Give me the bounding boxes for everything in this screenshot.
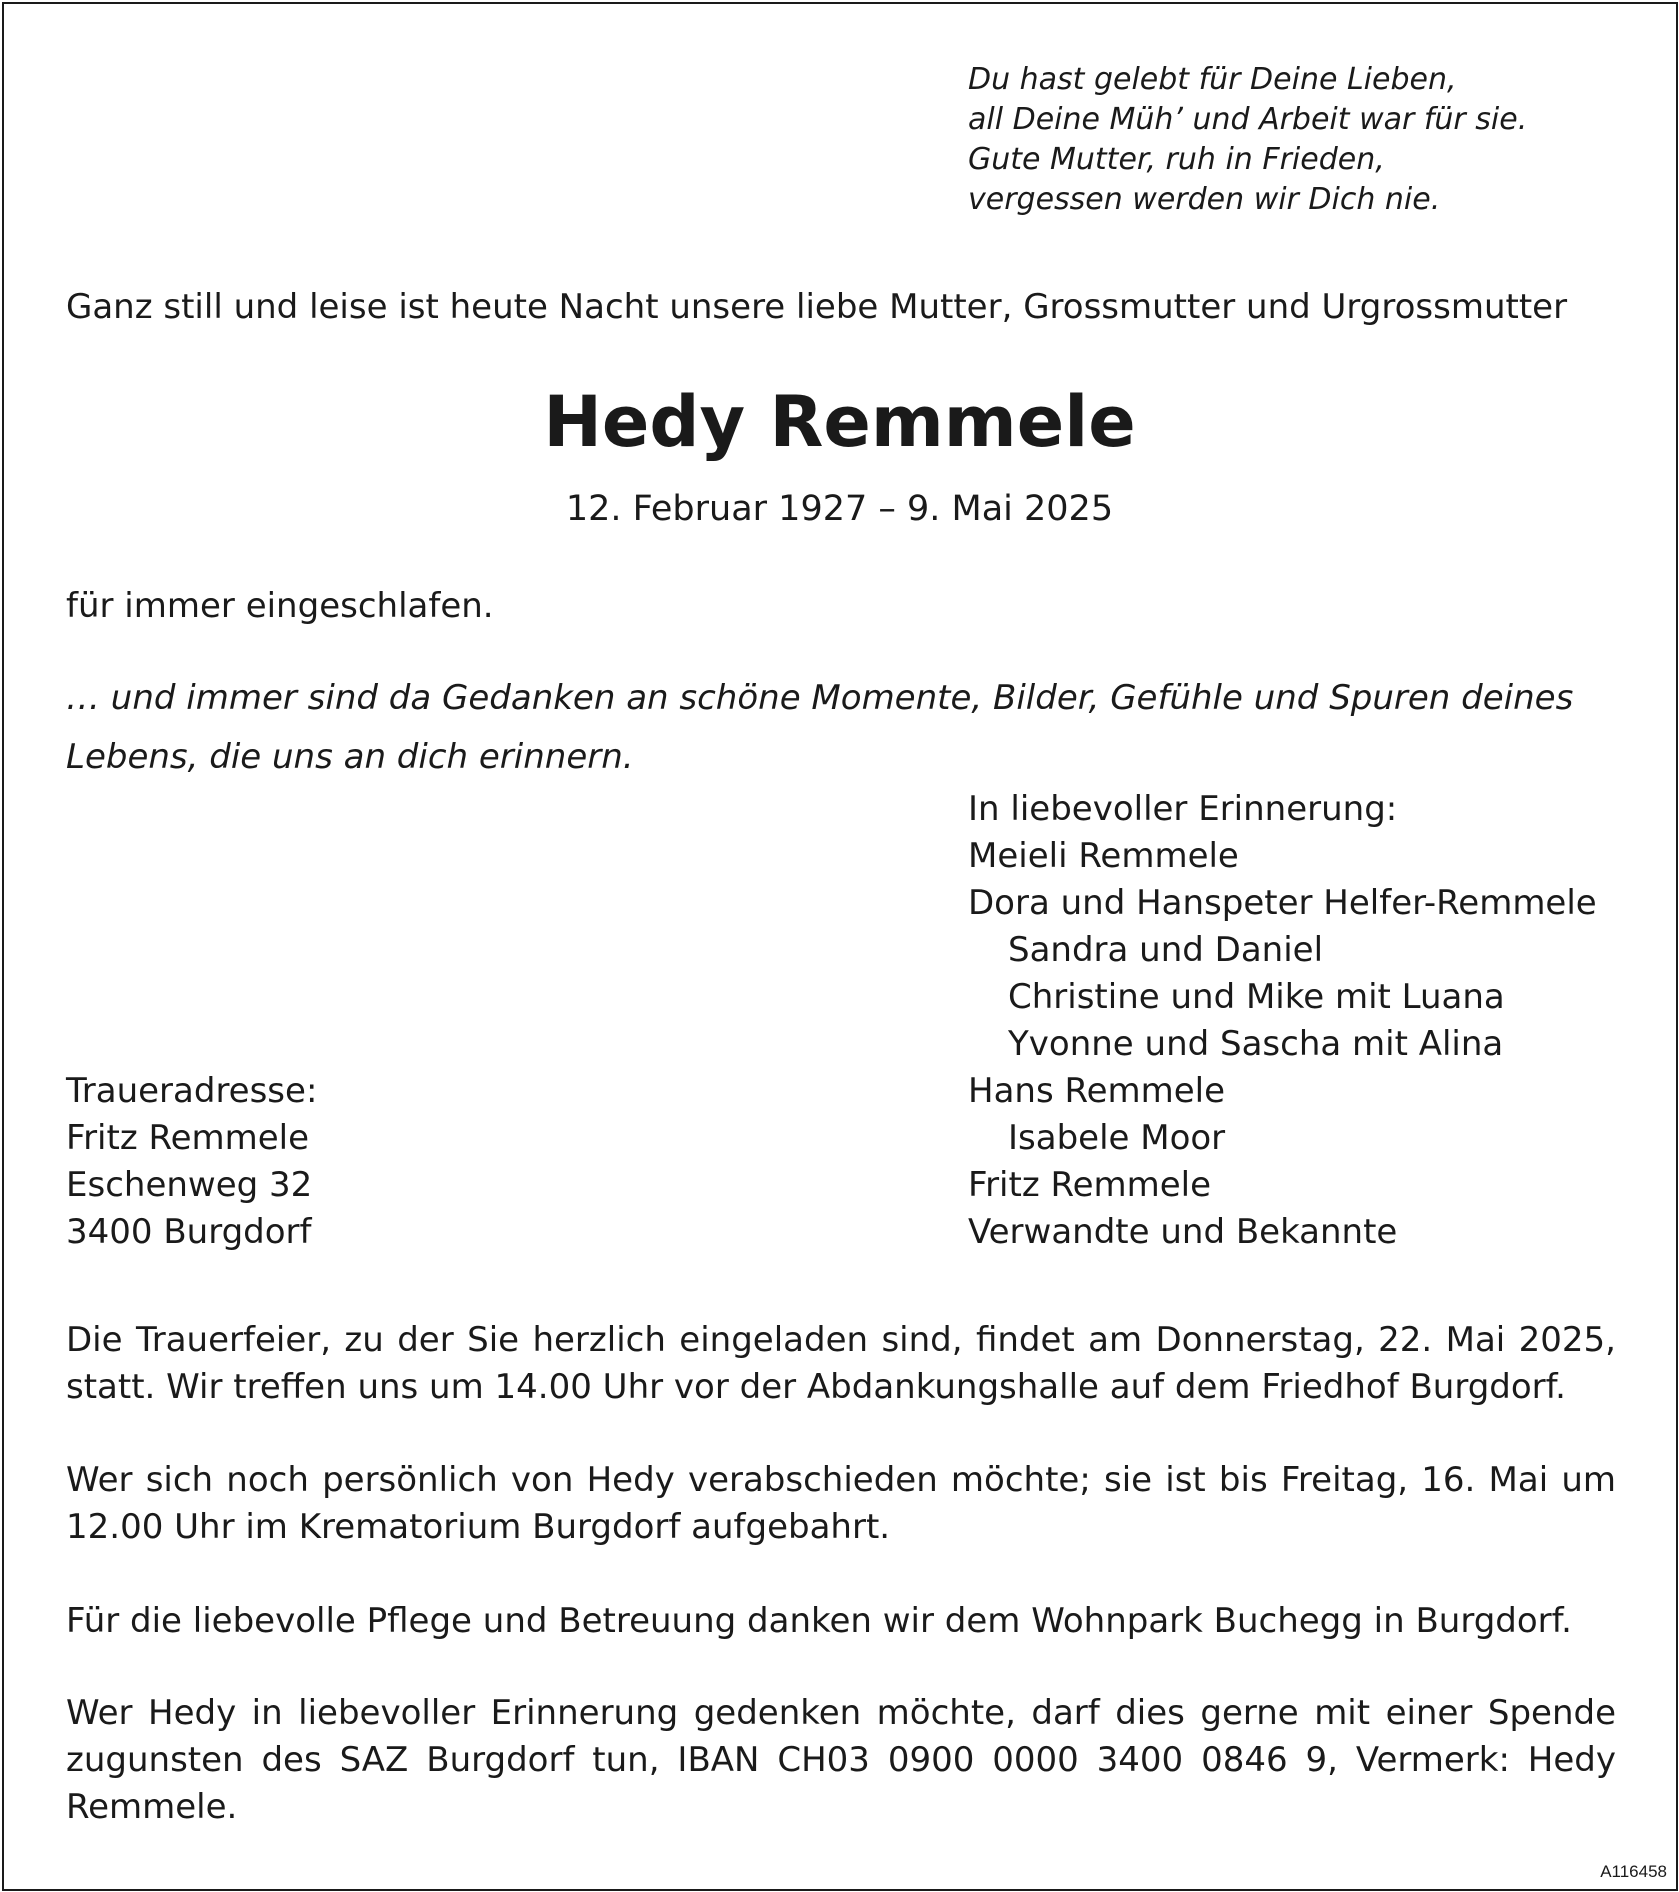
mourner-entry: Sandra und Daniel (1008, 930, 1324, 970)
quote-line: Lebens, die uns an dich erinnern. (66, 737, 634, 777)
after-name-text: für immer eingeschlafen. (66, 586, 494, 626)
mourner-entry: Christine und Mike mit Luana (1008, 977, 1505, 1017)
donation-paragraph: Wer Hedy in liebevoller Erinnerung gedenken möchte, darf dies gerne mit einer Spende zugunsten des SAZ Burgdorf tun, IBAN CH03 0900 0000 3400 0846 9, Vermerk: Hedy Remmele. (66, 1693, 1616, 1827)
funeral-paragraph: Die Trauerfeier, zu der Sie herzlich eingeladen sind, findet am Donnerstag, 22. Mai 2025, statt. Wir treffen uns um 14.00 Uhr vor der Abdankungshalle auf dem Friedhof Burgdorf. (66, 1320, 1616, 1407)
poem-line: vergessen werden wir Dich nie. (968, 182, 1441, 217)
mourner-entry: Dora und Hanspeter Helfer-Remmele (968, 883, 1597, 923)
address-city: 3400 Burgdorf (66, 1212, 312, 1252)
poem-line: Du hast gelebt für Deine Lieben, (968, 62, 1457, 97)
mourners-list (968, 786, 1597, 1256)
life-dates: 12. Februar 1927 – 9. Mai 2025 (565, 489, 1114, 529)
reference-number: A116458 (1600, 1862, 1667, 1881)
mourning-address (66, 1068, 317, 1256)
mourners-heading: In liebevoller Erinnerung: (968, 789, 1398, 829)
address-name: Fritz Remmele (66, 1118, 310, 1158)
thanks-paragraph: Für die liebevolle Pflege und Betreuung danken wir dem Wohnpark Buchegg in Burgdorf. (66, 1601, 1572, 1641)
quote-line: … und immer sind da Gedanken an schöne Momente, Bilder, Gefühle und Spuren deines (66, 678, 1574, 718)
viewing-paragraph: Wer sich noch persönlich von Hedy verabschieden möchte; sie ist bis Freitag, 16. Mai um 12.00 Uhr im Krematorium Burgdorf aufgebahrt. (66, 1460, 1616, 1547)
deceased-name: Hedy Remmele (543, 381, 1136, 463)
mourner-entry: Fritz Remmele (968, 1165, 1212, 1205)
mourner-entry: Isabele Moor (1008, 1118, 1226, 1158)
mourner-entry: Verwandte und Bekannte (968, 1212, 1398, 1252)
address-street: Eschenweg 32 (66, 1165, 313, 1205)
mourner-entry: Hans Remmele (968, 1071, 1226, 1111)
mourner-entry: Meieli Remmele (968, 836, 1239, 876)
intro-text: Ganz still und leise ist heute Nacht unsere liebe Mutter, Grossmutter und Urgrossmutter (66, 287, 1568, 327)
poem-line: all Deine Müh’ und Arbeit war für sie. (968, 102, 1528, 137)
poem-line: Gute Mutter, ruh in Frieden, (968, 142, 1385, 177)
address-label: Traueradresse: (66, 1071, 318, 1111)
poem (968, 60, 1527, 220)
mourner-entry: Yvonne und Sascha mit Alina (1008, 1024, 1504, 1064)
